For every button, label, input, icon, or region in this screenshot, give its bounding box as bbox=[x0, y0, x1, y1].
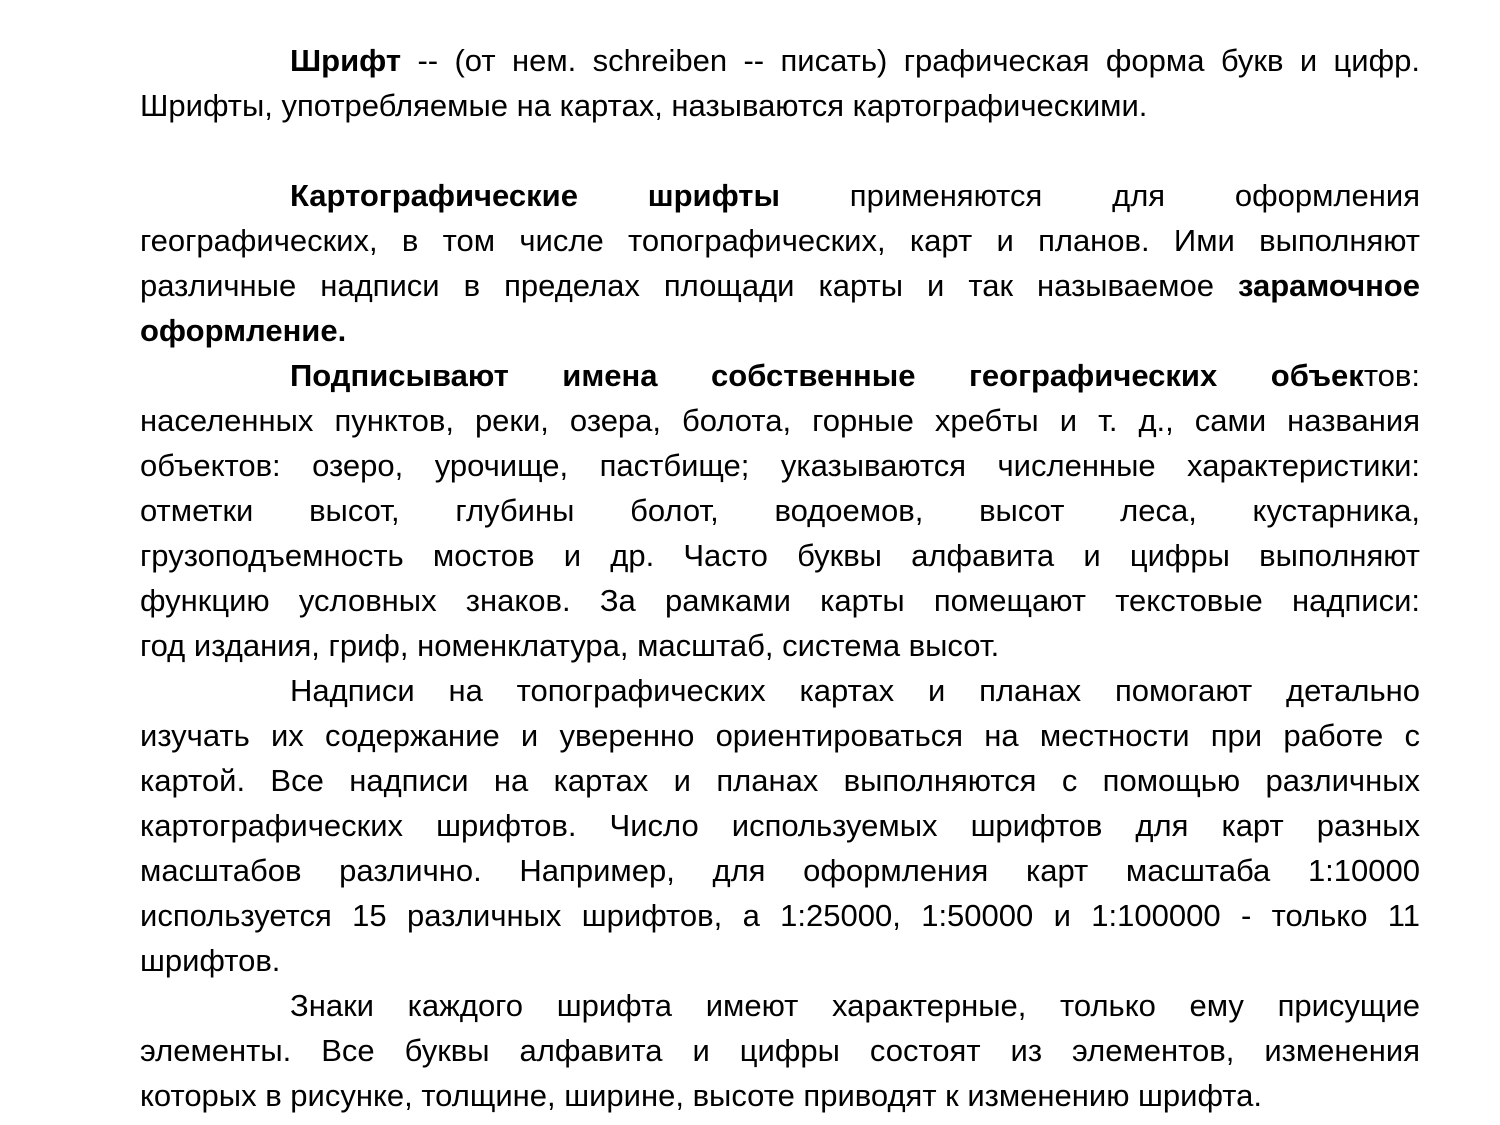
text-line bbox=[140, 983, 1420, 1028]
text-run: географических, в том числе топографических, карт и планов. Ими выполняют bbox=[140, 223, 1420, 258]
bold-text: Подписывают имена собственные географических объек bbox=[290, 358, 1364, 393]
document-page bbox=[140, 38, 1420, 1118]
text-line bbox=[140, 443, 1420, 488]
text-line bbox=[140, 308, 1420, 353]
text-run: применяются для оформления bbox=[779, 178, 1421, 213]
text-run: объектов: озеро, урочище, пастбище; указываются численные характеристики: bbox=[140, 448, 1420, 483]
text-run: год издания, гриф, номенклатура, масштаб, система высот. bbox=[140, 628, 1000, 663]
text-line bbox=[140, 1028, 1420, 1073]
text-run: различные надписи в пределах площади карты и так называемое bbox=[140, 268, 1238, 303]
text-run: масштабов различно. Например, для оформления карт масштаба 1:10000 bbox=[140, 853, 1420, 888]
text-run: картой. Все надписи на картах и планах выполняются с помощью различных bbox=[140, 763, 1420, 798]
text-run: Знаки каждого шрифта имеют характерные, только ему присущие bbox=[290, 988, 1420, 1023]
text-run: грузоподъемность мостов и др. Часто буквы алфавита и цифры выполняют bbox=[140, 538, 1420, 573]
bold-text: Шрифт bbox=[290, 43, 402, 78]
text-line bbox=[140, 263, 1420, 308]
text-line bbox=[140, 533, 1420, 578]
text-run: элементы. Все буквы алфавита и цифры состоят из элементов, изменения bbox=[140, 1033, 1420, 1068]
text-line bbox=[140, 1073, 1420, 1118]
text-run: которых в рисунке, толщине, ширине, высоте приводят к изменению шрифта. bbox=[140, 1078, 1263, 1113]
text-line bbox=[140, 893, 1420, 938]
text-run: отметки высот, глубины болот, водоемов, высот леса, кустарника, bbox=[140, 493, 1420, 528]
text-run: Шрифты, употребляемые на картах, называются картографическими. bbox=[140, 88, 1148, 123]
paragraph bbox=[140, 983, 1420, 1118]
paragraph bbox=[140, 38, 1420, 128]
text-line bbox=[140, 668, 1420, 713]
text-run: изучать их содержание и уверенно ориентироваться на местности при работе с bbox=[140, 718, 1420, 753]
text-line bbox=[140, 758, 1420, 803]
text-run: Надписи на топографических картах и планах помогают детально bbox=[290, 673, 1420, 708]
text-line bbox=[140, 38, 1420, 83]
paragraph bbox=[140, 353, 1420, 668]
text-line bbox=[140, 578, 1420, 623]
document-body bbox=[140, 38, 1420, 1118]
text-run: населенных пунктов, реки, озера, болота, горные хребты и т. д., сами названия bbox=[140, 403, 1420, 438]
text-line bbox=[140, 398, 1420, 443]
paragraph bbox=[140, 173, 1420, 353]
text-run: -- (от нем. schreiben -- писать) графическая форма букв и цифр. bbox=[401, 43, 1420, 78]
text-run: используется 15 различных шрифтов, а 1:25000, 1:50000 и 1:100000 - только 11 bbox=[140, 898, 1420, 933]
text-run: тов: bbox=[1363, 358, 1420, 393]
text-run: функцию условных знаков. За рамками карты помещают текстовые надписи: bbox=[140, 583, 1420, 618]
bold-text: оформление. bbox=[140, 313, 347, 348]
text-line bbox=[140, 353, 1420, 398]
text-line bbox=[140, 713, 1420, 758]
bold-text: зарамочное bbox=[1237, 268, 1420, 303]
text-line bbox=[140, 848, 1420, 893]
text-line bbox=[140, 623, 1420, 668]
text-run: картографических шрифтов. Число используемых шрифтов для карт разных bbox=[140, 808, 1420, 843]
text-run: шрифтов. bbox=[140, 943, 281, 978]
text-line bbox=[140, 173, 1420, 218]
bold-text: Картографические шрифты bbox=[290, 178, 780, 213]
text-line bbox=[140, 83, 1420, 128]
text-line bbox=[140, 488, 1420, 533]
text-line bbox=[140, 938, 1420, 983]
text-line bbox=[140, 218, 1420, 263]
paragraph bbox=[140, 668, 1420, 983]
text-line bbox=[140, 803, 1420, 848]
